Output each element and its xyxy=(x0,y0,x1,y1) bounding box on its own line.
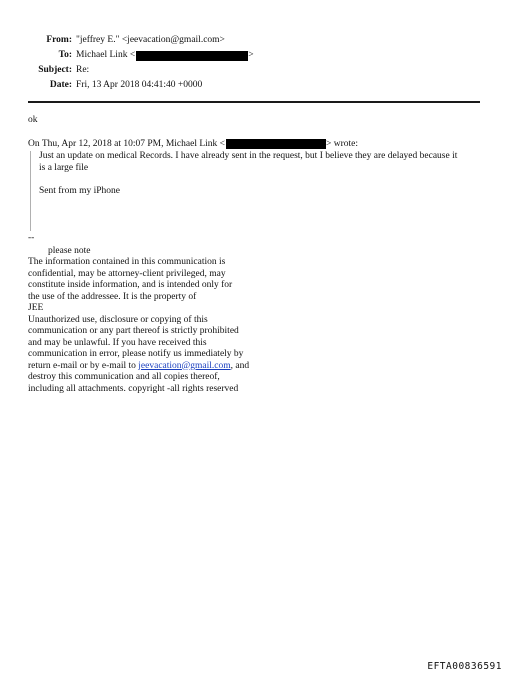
disclaimer-line: Unauthorized use, disclosure or copying of this xyxy=(28,314,208,325)
from-value: "jeffrey E." <jeevacation@gmail.com> xyxy=(76,35,225,45)
quote-signoff: Sent from my iPhone xyxy=(39,186,121,196)
disclaimer-line: communication or any part thereof is strictly prohibited xyxy=(28,326,239,336)
disclaimer-line: the use of the addressee. It is the property of xyxy=(28,291,197,302)
quote-intro-suffix: > wrote: xyxy=(326,138,359,149)
redaction-bar-wrote xyxy=(226,139,326,149)
date-label: Date: xyxy=(49,80,72,90)
disclaimer-line: confidential, may be attorney-client privileged, may xyxy=(28,268,226,279)
to-name: Michael Link < xyxy=(76,50,136,60)
redaction-bar-to xyxy=(136,51,248,61)
disclaimer-line: communication in error, please notify us immediately by xyxy=(28,349,244,359)
disclaimer-line: including all attachments. copyright -all rights reserved xyxy=(28,383,239,394)
quote-line: is a large file xyxy=(39,162,89,173)
disclaimer-line: constitute inside information, and is intended only for xyxy=(28,280,233,290)
email-header xyxy=(0,33,512,93)
subject-row xyxy=(0,63,512,78)
notify-prefix: return e-mail or by e-mail to xyxy=(28,360,139,371)
disclaimer xyxy=(28,257,488,395)
disclaimer-line: The information contained in this communication is xyxy=(28,257,226,267)
subject-label: Subject: xyxy=(38,65,72,75)
date-row xyxy=(0,78,512,93)
disclaimer-line: destroy this communication and all copies thereof, xyxy=(28,372,220,382)
please-note: please note xyxy=(48,245,91,256)
notify-suffix: , and xyxy=(230,360,250,371)
quote-line: Just an update on medical Records. I have already sent in the request, but I believe they are delayed because it xyxy=(39,151,458,161)
email-link[interactable]: jeevacation@gmail.com xyxy=(138,360,231,371)
email-body xyxy=(28,115,488,395)
quote-intro-prefix: On Thu, Apr 12, 2018 at 10:07 PM, Michael Link < xyxy=(28,138,226,149)
disclaimer-notify-line xyxy=(28,361,488,373)
to-row xyxy=(0,48,512,63)
from-row xyxy=(0,33,512,48)
quoted-message xyxy=(30,151,482,231)
disclaimer-line: JEE xyxy=(28,303,44,313)
to-label: To: xyxy=(58,50,72,60)
to-suffix: > xyxy=(248,50,254,60)
from-label: From: xyxy=(46,35,72,45)
header-divider xyxy=(28,101,480,103)
quote-attribution xyxy=(28,139,488,151)
signature-separator: -- xyxy=(28,233,35,243)
date-value: Fri, 13 Apr 2018 04:41:40 +0000 xyxy=(76,80,203,90)
subject-value: Re: xyxy=(76,65,90,75)
to-value xyxy=(76,48,254,63)
reply-text: ok xyxy=(28,115,38,125)
disclaimer-line: and may be unlawful. If you have received this xyxy=(28,337,207,348)
bates-number: EFTA00836591 xyxy=(427,661,502,672)
